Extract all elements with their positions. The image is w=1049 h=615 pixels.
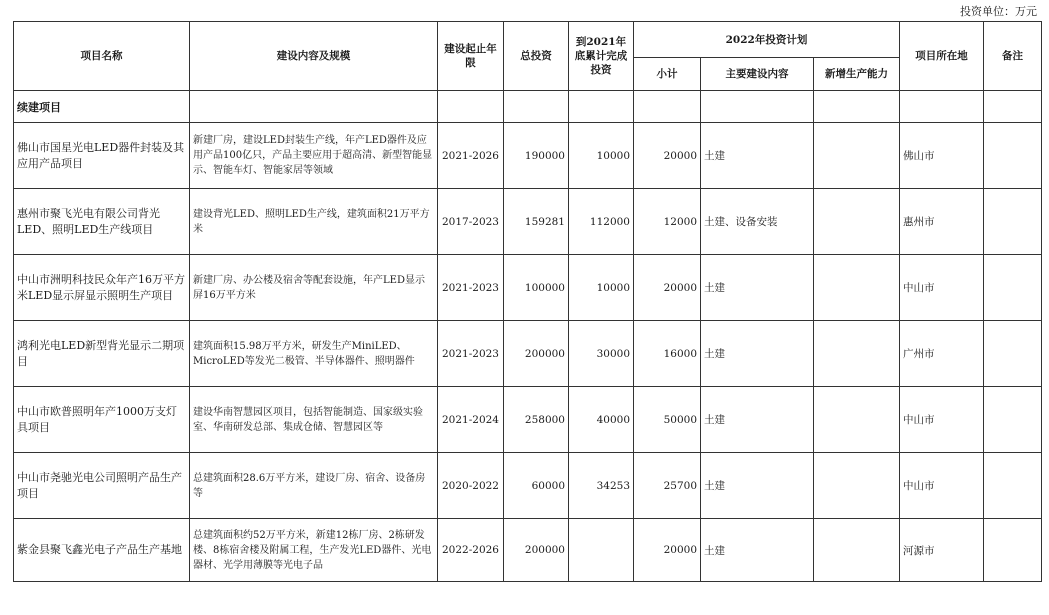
project-main-content: 土建 (701, 453, 814, 519)
project-name: 紫金县聚飞鑫光电子产品生产基地 (14, 519, 190, 582)
table-row (14, 189, 1042, 255)
project-name: 佛山市国星光电LED器件封装及其应用产品项目 (14, 123, 190, 189)
project-total: 100000 (504, 255, 569, 321)
header-content: 建设内容及规模 (190, 22, 438, 91)
project-remark (984, 321, 1042, 387)
header-cumulative: 到2021年底累计完成投资 (569, 22, 634, 91)
project-total: 258000 (504, 387, 569, 453)
project-location: 中山市 (900, 453, 984, 519)
project-years: 2021-2023 (438, 321, 504, 387)
project-years: 2017-2023 (438, 189, 504, 255)
header-main-content: 主要建设内容 (701, 58, 814, 91)
project-subtotal: 25700 (634, 453, 701, 519)
project-total: 200000 (504, 321, 569, 387)
project-location: 河源市 (900, 519, 984, 582)
empty-cell (438, 91, 504, 123)
project-main-content: 土建 (701, 255, 814, 321)
unit-note: 投资单位：万元 (960, 5, 1037, 18)
project-main-content: 土建 (701, 321, 814, 387)
project-new-capacity (814, 519, 900, 582)
header-location: 项目所在地 (900, 22, 984, 91)
empty-cell (701, 91, 814, 123)
project-remark (984, 387, 1042, 453)
project-remark (984, 453, 1042, 519)
project-cumulative: 40000 (569, 387, 634, 453)
project-main-content: 土建、设备安装 (701, 189, 814, 255)
project-remark (984, 189, 1042, 255)
empty-cell (569, 91, 634, 123)
table-row (14, 453, 1042, 519)
project-cumulative: 10000 (569, 255, 634, 321)
project-location: 广州市 (900, 321, 984, 387)
project-name: 中山市尧驰光电公司照明产品生产项目 (14, 453, 190, 519)
project-new-capacity (814, 321, 900, 387)
project-main-content: 土建 (701, 519, 814, 582)
project-new-capacity (814, 189, 900, 255)
project-remark (984, 255, 1042, 321)
project-content: 建设背光LED、照明LED生产线，建筑面积21万平方米 (190, 189, 438, 255)
investment-table (13, 21, 1042, 582)
project-name: 鸿利光电LED新型背光显示二期项目 (14, 321, 190, 387)
project-years: 2021-2023 (438, 255, 504, 321)
project-subtotal: 20000 (634, 123, 701, 189)
project-new-capacity (814, 453, 900, 519)
table-row (14, 321, 1042, 387)
project-subtotal: 20000 (634, 255, 701, 321)
project-years: 2022-2026 (438, 519, 504, 582)
project-content: 建筑面积15.98万平方米，研发生产MiniLED、MicroLED等发光二极管、半导体器件、照明器件 (190, 321, 438, 387)
empty-cell (504, 91, 569, 123)
table-row (14, 387, 1042, 453)
header-subtotal: 小计 (634, 58, 701, 91)
project-content: 新建厂房，建设LED封装生产线，年产LED器件及应用产品100亿只，产品主要应用于超高清、新型智能显示、智能车灯、智能家居等领域 (190, 123, 438, 189)
project-cumulative: 10000 (569, 123, 634, 189)
project-cumulative: 34253 (569, 453, 634, 519)
project-location: 中山市 (900, 387, 984, 453)
project-subtotal: 50000 (634, 387, 701, 453)
project-years: 2021-2026 (438, 123, 504, 189)
project-main-content: 土建 (701, 123, 814, 189)
header-remark: 备注 (984, 22, 1042, 91)
header-new-capacity: 新增生产能力 (814, 58, 900, 91)
project-new-capacity (814, 255, 900, 321)
project-new-capacity (814, 387, 900, 453)
project-years: 2020-2022 (438, 453, 504, 519)
project-subtotal: 12000 (634, 189, 701, 255)
project-years: 2021-2024 (438, 387, 504, 453)
project-content: 建设华南智慧园区项目，包括智能制造、国家级实验室、华南研发总部、集成仓储、智慧园区等 (190, 387, 438, 453)
header-total: 总投资 (504, 22, 569, 91)
project-name: 惠州市聚飞光电有限公司背光LED、照明LED生产线项目 (14, 189, 190, 255)
empty-cell (900, 91, 984, 123)
project-subtotal: 20000 (634, 519, 701, 582)
project-cumulative (569, 519, 634, 582)
section-label: 续建项目 (14, 91, 190, 123)
empty-cell (190, 91, 438, 123)
project-location: 惠州市 (900, 189, 984, 255)
table-row (14, 519, 1042, 582)
project-location: 佛山市 (900, 123, 984, 189)
header-name: 项目名称 (14, 22, 190, 91)
project-new-capacity (814, 123, 900, 189)
project-cumulative: 30000 (569, 321, 634, 387)
project-remark (984, 123, 1042, 189)
project-content: 新建厂房、办公楼及宿舍等配套设施，年产LED显示屏16万平方米 (190, 255, 438, 321)
header-years: 建设起止年限 (438, 22, 504, 91)
project-content: 总建筑面积28.6万平方米，建设厂房、宿舍、设备房等 (190, 453, 438, 519)
section-row (14, 91, 1042, 123)
project-total: 60000 (504, 453, 569, 519)
empty-cell (814, 91, 900, 123)
project-subtotal: 16000 (634, 321, 701, 387)
project-total: 190000 (504, 123, 569, 189)
project-content: 总建筑面积约52万平方米，新建12栋厂房、2栋研发楼、8栋宿舍楼及附属工程，生产发光LED器件、光电器材、光学用薄膜等光电子品 (190, 519, 438, 582)
project-location: 中山市 (900, 255, 984, 321)
empty-cell (634, 91, 701, 123)
header-plan-2022: 2022年投资计划 (634, 22, 900, 58)
project-total: 200000 (504, 519, 569, 582)
project-remark (984, 519, 1042, 582)
project-total: 159281 (504, 189, 569, 255)
project-cumulative: 112000 (569, 189, 634, 255)
table-row (14, 255, 1042, 321)
project-name: 中山市欧普照明年产1000万支灯具项目 (14, 387, 190, 453)
table-row (14, 123, 1042, 189)
project-name: 中山市洲明科技民众年产16万平方米LED显示屏显示照明生产项目 (14, 255, 190, 321)
empty-cell (984, 91, 1042, 123)
project-main-content: 土建 (701, 387, 814, 453)
